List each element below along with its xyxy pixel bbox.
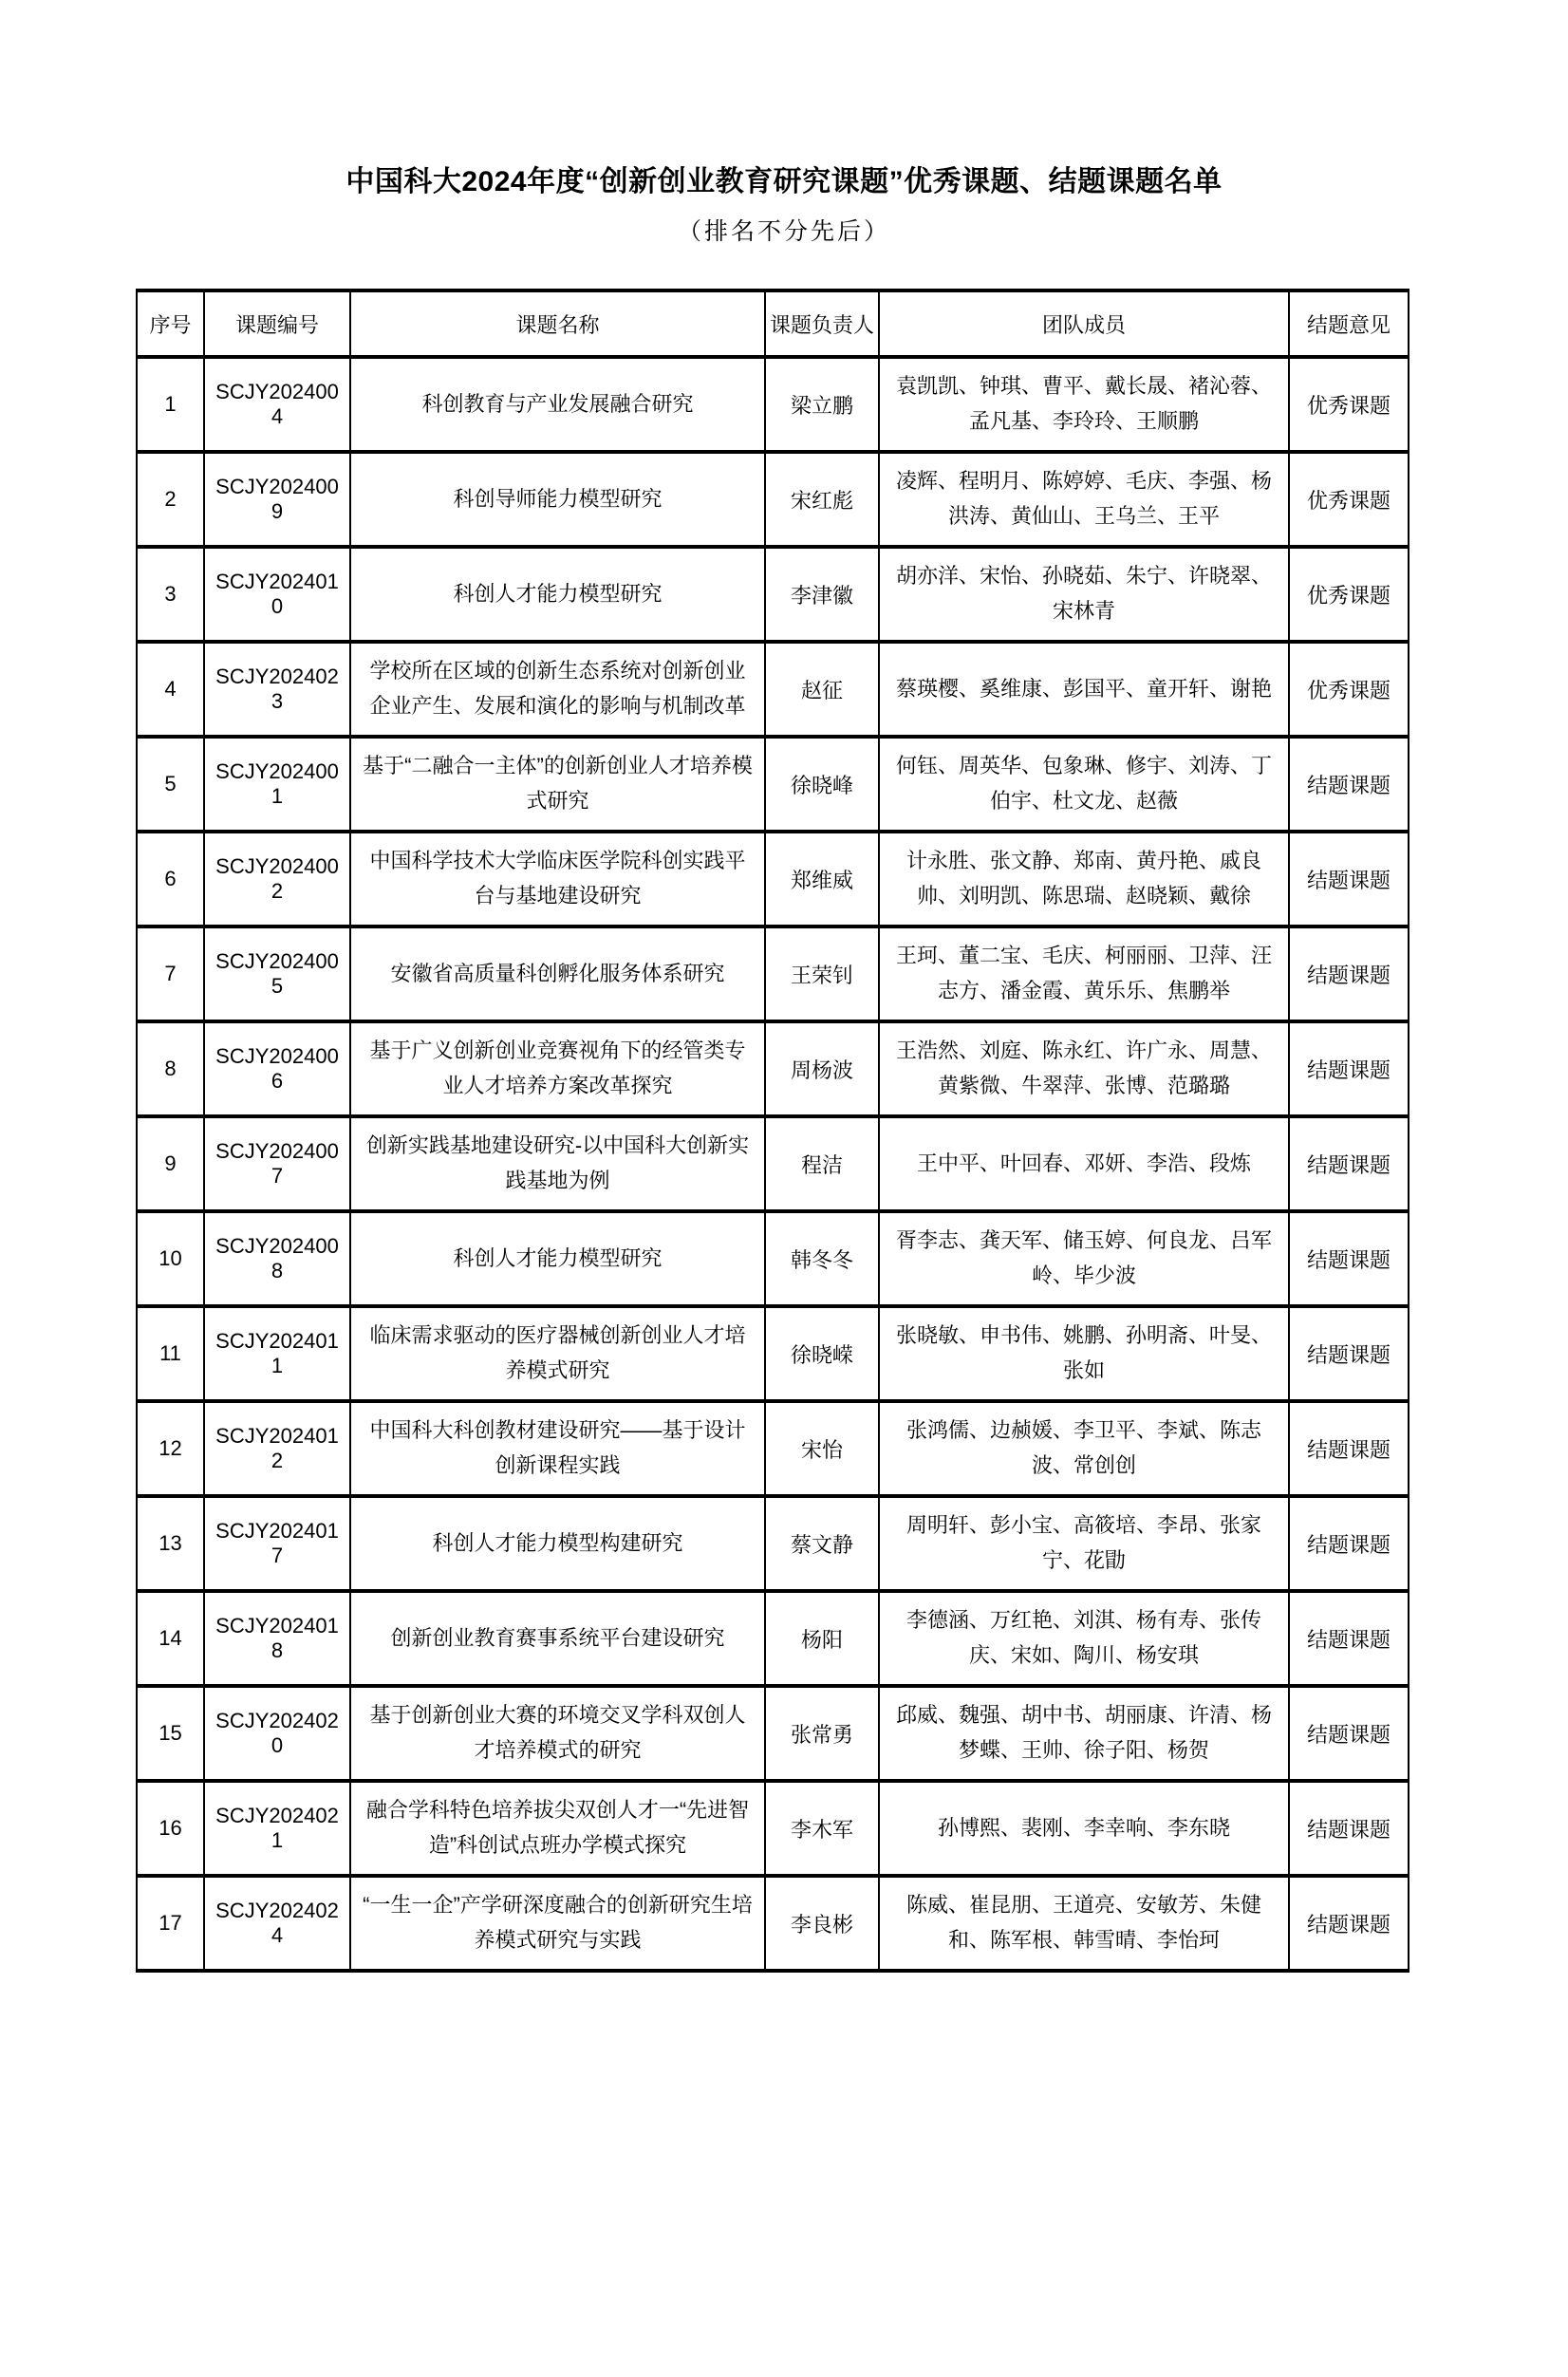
cell-opinion: 结题课题 [1289, 737, 1409, 832]
cell-members: 李德涵、万红艳、刘淇、杨有寿、张传庆、宋如、陶川、杨安琪 [879, 1591, 1289, 1686]
cell-project-id: SCJY2024018 [204, 1591, 350, 1686]
cell-project-title: 科创教育与产业发展融合研究 [350, 357, 765, 452]
cell-index: 12 [137, 1401, 204, 1496]
cell-leader: 宋红彪 [765, 452, 879, 547]
table-row [137, 832, 1409, 926]
cell-leader: 蔡文静 [765, 1496, 879, 1591]
cell-project-title: 融合学科特色培养拔尖双创人才一“先进智造”科创试点班办学模式探究 [350, 1781, 765, 1876]
cell-project-id: SCJY2024002 [204, 832, 350, 926]
cell-index: 6 [137, 832, 204, 926]
table-row [137, 1401, 1409, 1496]
cell-index: 8 [137, 1021, 204, 1116]
cell-index: 16 [137, 1781, 204, 1876]
cell-index: 5 [137, 737, 204, 832]
cell-leader: 徐晓峰 [765, 737, 879, 832]
table-row [137, 1496, 1409, 1591]
cell-index: 17 [137, 1876, 204, 1971]
cell-opinion: 优秀课题 [1289, 642, 1409, 737]
cell-project-id: SCJY2024012 [204, 1401, 350, 1496]
cell-project-title: 基于创新创业大赛的环境交叉学科双创人才培养模式的研究 [350, 1686, 765, 1781]
cell-members: 胥李志、龚天军、储玉婷、何良龙、吕军岭、毕少波 [879, 1211, 1289, 1306]
cell-project-id: SCJY2024017 [204, 1496, 350, 1591]
cell-project-title: 创新创业教育赛事系统平台建设研究 [350, 1591, 765, 1686]
cell-index: 1 [137, 357, 204, 452]
cell-index: 9 [137, 1116, 204, 1211]
cell-project-id: SCJY2024004 [204, 357, 350, 452]
cell-project-title: 中国科学技术大学临床医学院科创实践平台与基地建设研究 [350, 832, 765, 926]
cell-project-title: 学校所在区域的创新生态系统对创新创业企业产生、发展和演化的影响与机制改革 [350, 642, 765, 737]
cell-leader: 程洁 [765, 1116, 879, 1211]
cell-index: 10 [137, 1211, 204, 1306]
cell-leader: 王荣钊 [765, 926, 879, 1021]
cell-leader: 赵征 [765, 642, 879, 737]
cell-leader: 周杨波 [765, 1021, 879, 1116]
cell-members: 王珂、董二宝、毛庆、柯丽丽、卫萍、汪志方、潘金霞、黄乐乐、焦鹏举 [879, 926, 1289, 1021]
cell-opinion: 结题课题 [1289, 1876, 1409, 1971]
table-row [137, 1306, 1409, 1401]
cell-members: 何钰、周英华、包象琳、修宇、刘涛、丁伯宇、杜文龙、赵薇 [879, 737, 1289, 832]
table-row [137, 1781, 1409, 1876]
table-header-row [137, 290, 1409, 357]
cell-opinion: 优秀课题 [1289, 452, 1409, 547]
cell-project-id: SCJY2024011 [204, 1306, 350, 1401]
cell-leader: 张常勇 [765, 1686, 879, 1781]
cell-opinion: 结题课题 [1289, 832, 1409, 926]
cell-index: 14 [137, 1591, 204, 1686]
cell-leader: 李良彬 [765, 1876, 879, 1971]
cell-leader: 李津徽 [765, 547, 879, 642]
cell-members: 胡亦洋、宋怡、孙晓茹、朱宁、许晓翠、宋林青 [879, 547, 1289, 642]
cell-opinion: 结题课题 [1289, 1211, 1409, 1306]
cell-project-title: 中国科大科创教材建设研究——基于设计创新课程实践 [350, 1401, 765, 1496]
cell-opinion: 结题课题 [1289, 1116, 1409, 1211]
cell-members: 张鸿儒、边赪媛、李卫平、李斌、陈志波、常创创 [879, 1401, 1289, 1496]
cell-project-title: 临床需求驱动的医疗器械创新创业人才培养模式研究 [350, 1306, 765, 1401]
cell-leader: 杨阳 [765, 1591, 879, 1686]
column-header-id: 课题编号 [204, 290, 350, 357]
cell-project-id: SCJY2024008 [204, 1211, 350, 1306]
cell-index: 2 [137, 452, 204, 547]
cell-members: 孙博熙、裴刚、李幸响、李东晓 [879, 1781, 1289, 1876]
cell-members: 王中平、叶回春、邓妍、李浩、段炼 [879, 1116, 1289, 1211]
cell-members: 陈威、崔昆朋、王道亮、安敏芳、朱健和、陈军根、韩雪晴、李怡珂 [879, 1876, 1289, 1971]
cell-opinion: 结题课题 [1289, 1306, 1409, 1401]
cell-project-title: 科创人才能力模型研究 [350, 547, 765, 642]
cell-opinion: 结题课题 [1289, 1781, 1409, 1876]
table-row [137, 1876, 1409, 1971]
table-row [137, 737, 1409, 832]
cell-members: 王浩然、刘庭、陈永红、许广永、周慧、黄紫微、牛翠萍、张博、范璐璐 [879, 1021, 1289, 1116]
column-header-members: 团队成员 [879, 290, 1289, 357]
cell-opinion: 结题课题 [1289, 1591, 1409, 1686]
table-row [137, 926, 1409, 1021]
table-row [137, 642, 1409, 737]
cell-opinion: 优秀课题 [1289, 547, 1409, 642]
cell-members: 周明轩、彭小宝、高筱培、李昂、张家宁、花勖 [879, 1496, 1289, 1591]
cell-project-id: SCJY2024006 [204, 1021, 350, 1116]
cell-opinion: 结题课题 [1289, 1496, 1409, 1591]
cell-leader: 郑维威 [765, 832, 879, 926]
page-title: 中国科大2024年度“创新创业教育研究课题”优秀课题、结题课题名单 [345, 166, 1223, 197]
cell-project-id: SCJY2024001 [204, 737, 350, 832]
cell-index: 3 [137, 547, 204, 642]
cell-members: 邱威、魏强、胡中书、胡丽康、许清、杨梦蝶、王帅、徐子阳、杨贺 [879, 1686, 1289, 1781]
cell-project-id: SCJY2024021 [204, 1781, 350, 1876]
cell-project-id: SCJY2024005 [204, 926, 350, 1021]
cell-leader: 梁立鹏 [765, 357, 879, 452]
column-header-leader: 课题负责人 [765, 290, 879, 357]
cell-index: 4 [137, 642, 204, 737]
cell-project-title: 科创导师能力模型研究 [350, 452, 765, 547]
cell-index: 13 [137, 1496, 204, 1591]
cell-leader: 徐晓嵘 [765, 1306, 879, 1401]
cell-leader: 宋怡 [765, 1401, 879, 1496]
column-header-title: 课题名称 [350, 290, 765, 357]
cell-project-id: SCJY2024024 [204, 1876, 350, 1971]
cell-project-title: 科创人才能力模型研究 [350, 1211, 765, 1306]
cell-members: 袁凯凯、钟琪、曹平、戴长晟、褚沁蓉、孟凡基、李玲玲、王顺鹏 [879, 357, 1289, 452]
document-page [0, 158, 1568, 1973]
cell-project-id: SCJY2024010 [204, 547, 350, 642]
cell-project-id: SCJY2024009 [204, 452, 350, 547]
cell-opinion: 结题课题 [1289, 1021, 1409, 1116]
table-row [137, 1021, 1409, 1116]
cell-project-id: SCJY2024007 [204, 1116, 350, 1211]
column-header-opinion: 结题意见 [1289, 290, 1409, 357]
cell-members: 计永胜、张文静、郑南、黄丹艳、戚良帅、刘明凯、陈思瑞、赵晓颖、戴徐 [879, 832, 1289, 926]
cell-index: 15 [137, 1686, 204, 1781]
projects-table [136, 289, 1409, 1973]
cell-index: 7 [137, 926, 204, 1021]
cell-project-title: 基于“二融合一主体”的创新创业人才培养模式研究 [350, 737, 765, 832]
cell-members: 凌辉、程明月、陈婷婷、毛庆、李强、杨洪涛、黄仙山、王乌兰、王平 [879, 452, 1289, 547]
table-row [137, 1686, 1409, 1781]
page-subtitle: （排名不分先后） [677, 217, 890, 245]
cell-leader: 韩冬冬 [765, 1211, 879, 1306]
table-row [137, 1116, 1409, 1211]
table-row [137, 1211, 1409, 1306]
cell-opinion: 结题课题 [1289, 1401, 1409, 1496]
cell-opinion: 结题课题 [1289, 1686, 1409, 1781]
table-row [137, 547, 1409, 642]
cell-members: 张晓敏、申书伟、姚鹏、孙明斋、叶旻、张如 [879, 1306, 1289, 1401]
cell-project-title: 创新实践基地建设研究-以中国科大创新实践基地为例 [350, 1116, 765, 1211]
table-row [137, 357, 1409, 452]
cell-project-title: 科创人才能力模型构建研究 [350, 1496, 765, 1591]
cell-members: 蔡瑛樱、奚维康、彭国平、童开轩、谢艳 [879, 642, 1289, 737]
cell-leader: 李木军 [765, 1781, 879, 1876]
column-header-index: 序号 [137, 290, 204, 357]
cell-project-title: 安徽省高质量科创孵化服务体系研究 [350, 926, 765, 1021]
cell-project-id: SCJY2024023 [204, 642, 350, 737]
cell-opinion: 优秀课题 [1289, 357, 1409, 452]
cell-opinion: 结题课题 [1289, 926, 1409, 1021]
cell-project-title: 基于广义创新创业竞赛视角下的经管类专业人才培养方案改革探究 [350, 1021, 765, 1116]
cell-index: 11 [137, 1306, 204, 1401]
table-row [137, 452, 1409, 547]
cell-project-id: SCJY2024020 [204, 1686, 350, 1781]
table-row [137, 1591, 1409, 1686]
cell-project-title: “一生一企”产学研深度融合的创新研究生培养模式研究与实践 [350, 1876, 765, 1971]
